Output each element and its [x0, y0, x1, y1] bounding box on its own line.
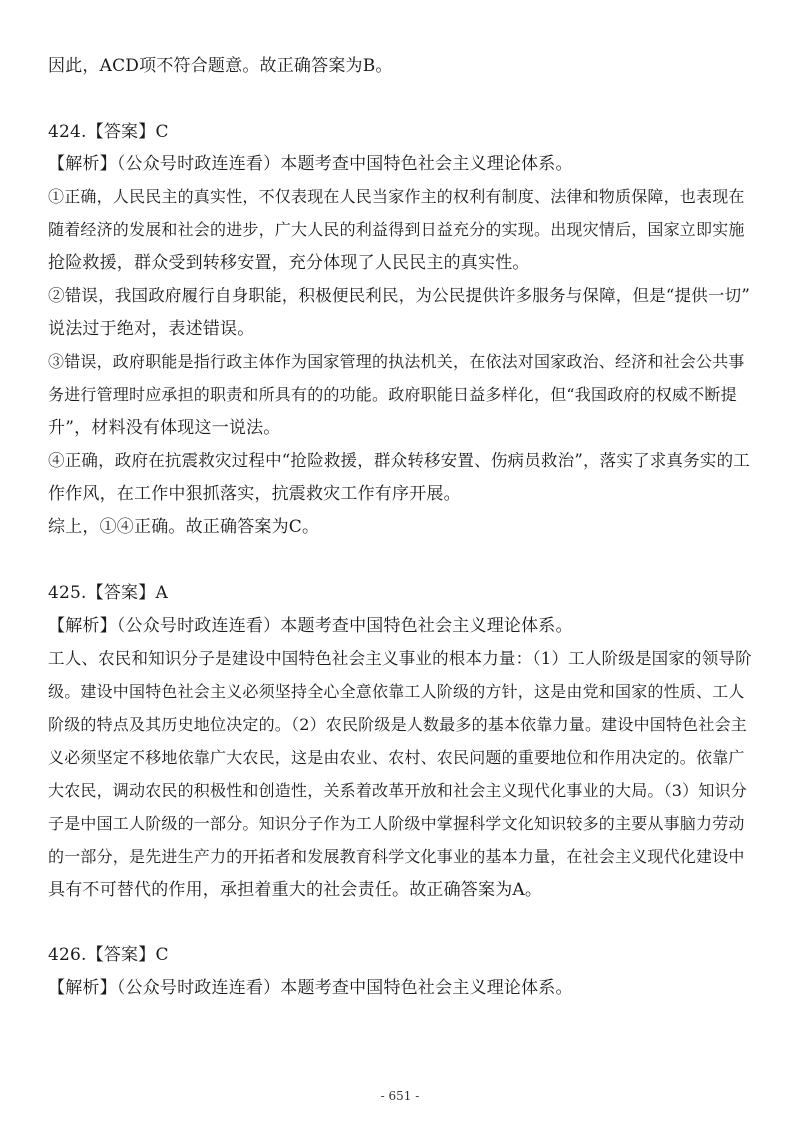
answer-heading-425: 425.【答案】A: [48, 583, 168, 603]
text-line: ③错误，政府职能是指行政主体作为国家管理的执法机关，在依法对国家政治、经济和社会公共事: [48, 352, 745, 371]
text-line: ①正确，人民民主的真实性，不仅表现在人民当家作主的权利有制度、法律和物质保障，也表现在: [48, 187, 745, 206]
page-number: - 651 -: [380, 1089, 420, 1103]
text-line: 说法过于绝对，表述错误。: [48, 319, 255, 339]
analysis-line: 【解析】（公众号时政连连看）本题考查中国特色社会主义理论体系。: [48, 154, 573, 174]
text-line: 级。建设中国特色社会主义必须坚持全心全意依靠工人阶级的方针，这是由党和国家的性质、工人: [48, 682, 745, 701]
text-line: ②错误，我国政府履行自身职能，积极便民利民，为公民提供许多服务与保障，但是“提供一切”: [48, 286, 750, 305]
text-line: 的一部分，是先进生产力的开拓者和发展教育科学文化事业的基本力量，在社会主义现代化建设中: [48, 847, 745, 866]
answer-heading-424: 424.【答案】C: [48, 122, 169, 142]
text-line: 作作风，在工作中狠抓落实，抗震救灾工作有序开展。: [48, 484, 461, 504]
text-line: 抢险救援，群众受到转移安置，充分体现了人民民主的真实性。: [48, 253, 530, 273]
text-line: 大农民，调动农民的积极性和创造性，关系着改革开放和社会主义现代化事业的大局。（3）知识分: [48, 781, 747, 800]
text-line: 具有不可替代的作用，承担着重大的社会责任。故正确答案为A。: [48, 880, 543, 900]
text-line: 工人、农民和知识分子是建设中国特色社会主义事业的根本力量：（1）工人阶级是国家的领导阶: [48, 649, 752, 668]
text-line: 义必须坚定不移地依靠广大农民，这是由农业、农村、农民问题的重要地位和作用决定的。依靠广: [48, 748, 745, 767]
analysis-line: 【解析】（公众号时政连连看）本题考查中国特色社会主义理论体系。: [48, 978, 573, 998]
text-line: 因此，ACD项不符合题意。故正确答案为B。: [48, 56, 393, 76]
text-line: ④正确，政府在抗震救灾过程中“抢险救援，群众转移安置、伤病员救治”，落实了求真务实的工: [48, 451, 750, 470]
text-line: 升”，材料没有体现这一说法。: [48, 418, 281, 438]
answer-heading-426: 426.【答案】C: [48, 945, 169, 965]
text-line: 随着经济的发展和社会的进步，广大人民的利益得到日益充分的实现。出现灾情后，国家立即实施: [48, 220, 745, 239]
text-line: 综上，①④正确。故正确答案为C。: [48, 517, 320, 537]
analysis-line: 【解析】（公众号时政连连看）本题考查中国特色社会主义理论体系。: [48, 616, 573, 636]
text-line: 阶级的特点及其历史地位决定的。（2）农民阶级是人数最多的基本依靠力量。建设中国特色社会主: [48, 715, 747, 734]
text-line: 务进行管理时应承担的职责和所具有的的功能。政府职能日益多样化，但“我国政府的权威不断提: [48, 385, 737, 404]
text-line: 子是中国工人阶级的一部分。知识分子作为工人阶级中掌握科学文化知识较多的主要从事脑力劳动: [48, 814, 745, 833]
